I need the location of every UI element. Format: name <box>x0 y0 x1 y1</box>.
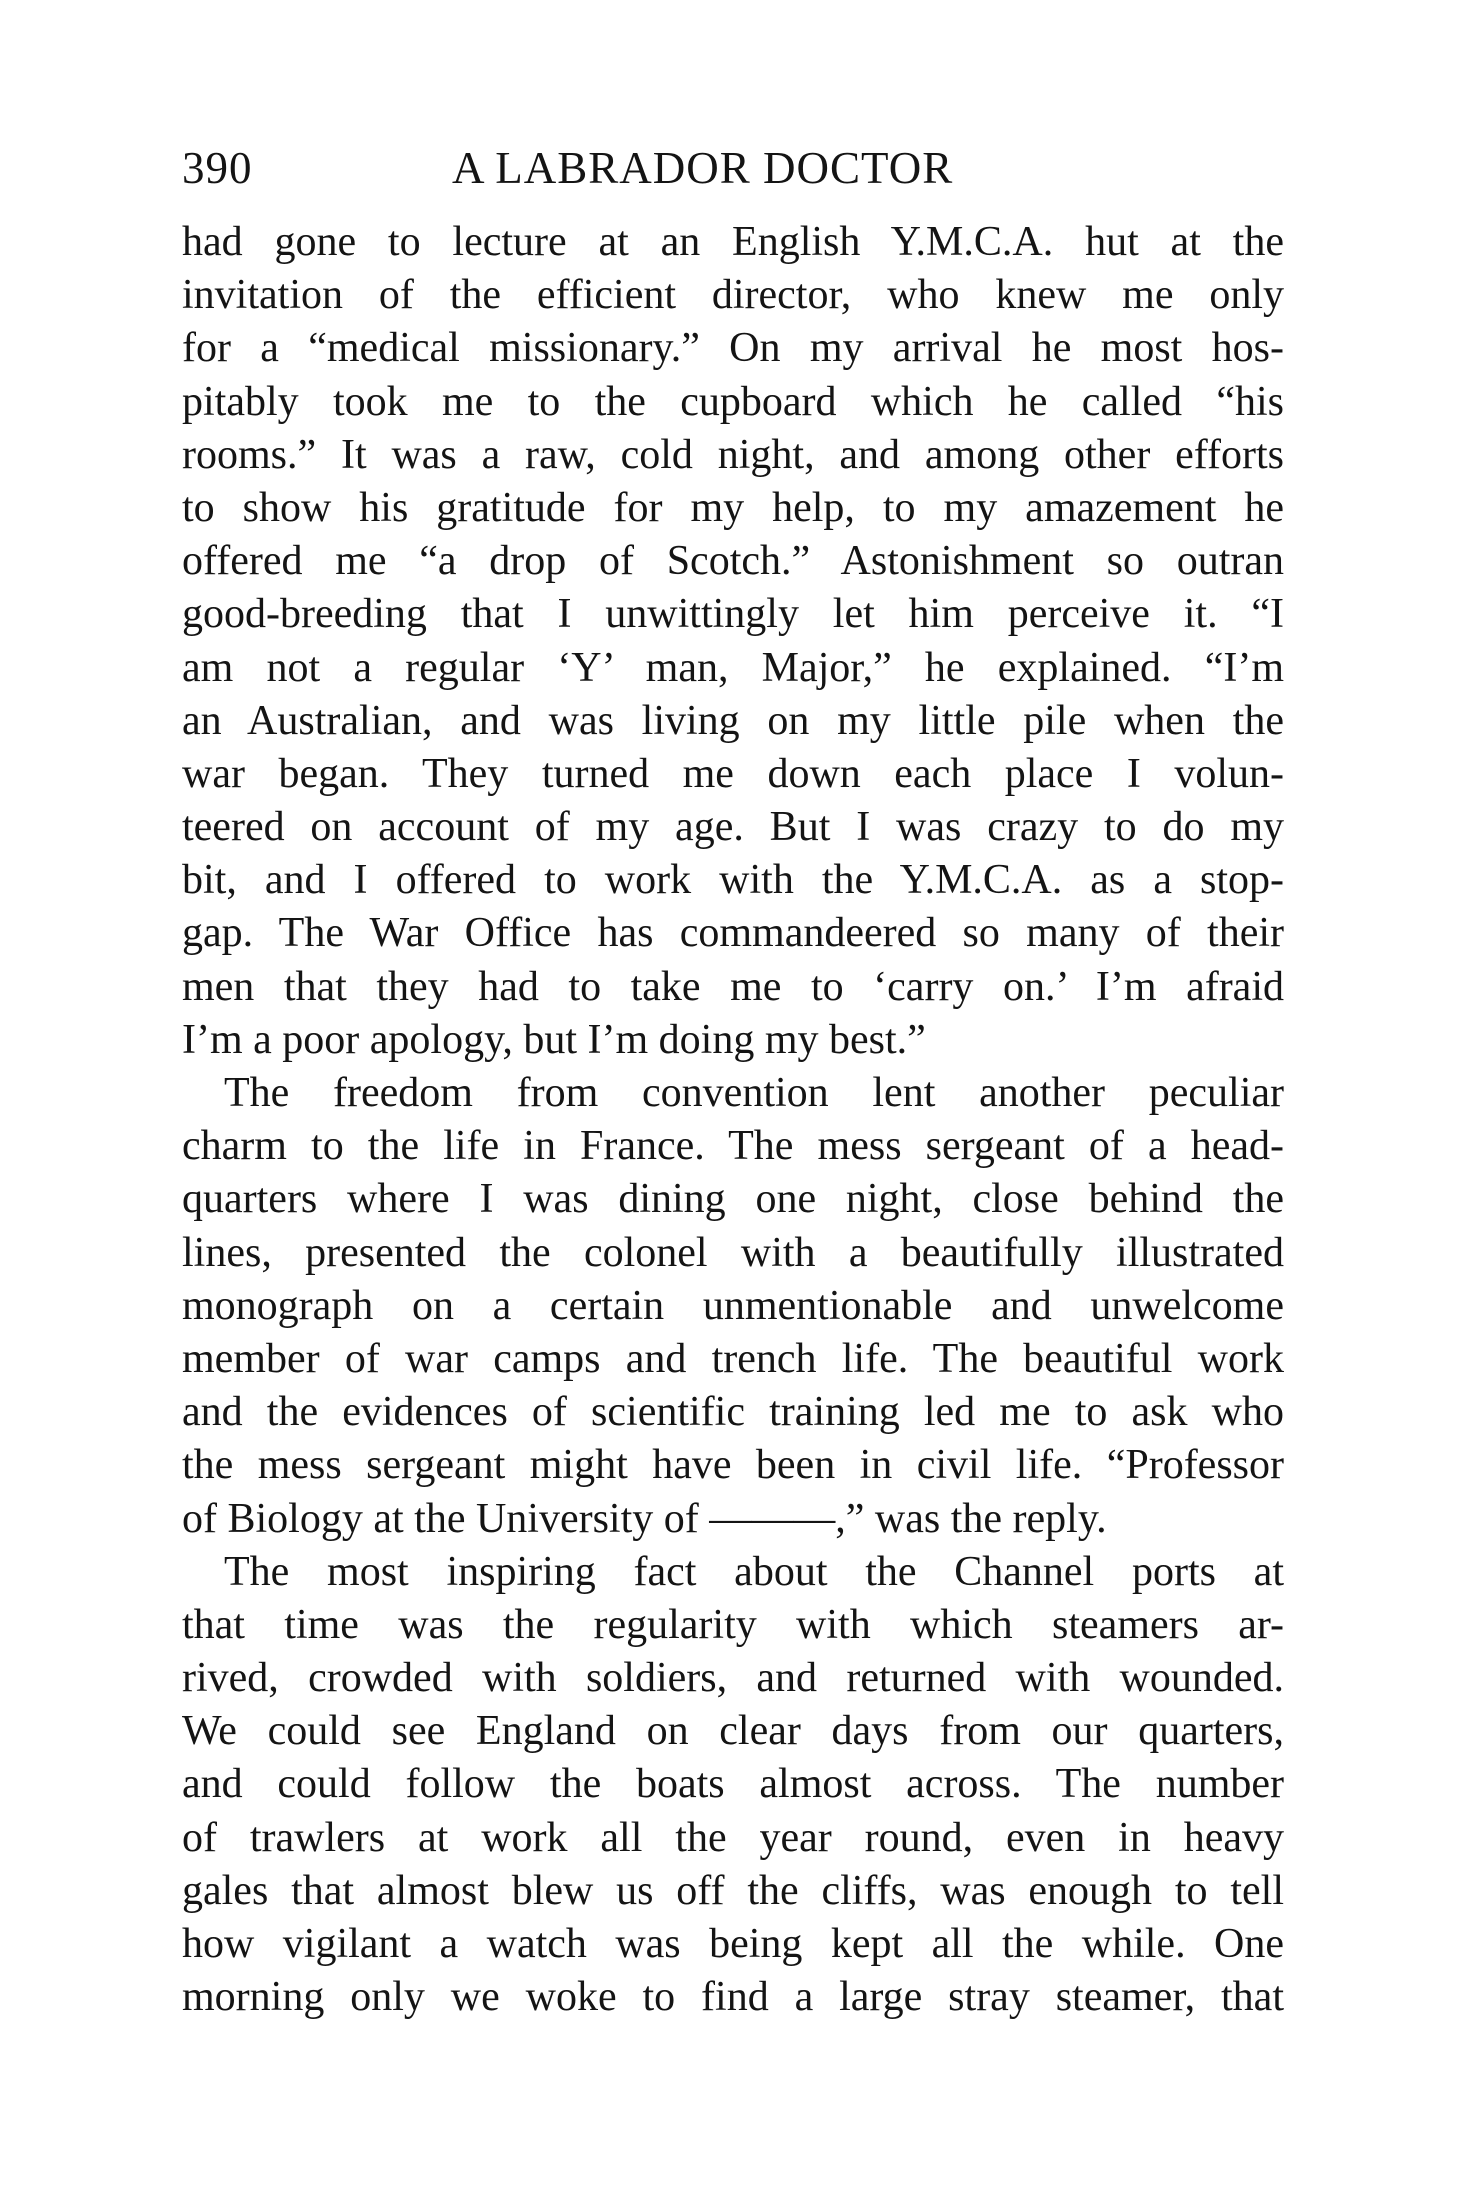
text-line: pitably took me to the cupboard which he called “his <box>182 378 1284 425</box>
text-line: good-breeding that I unwittingly let him perceive it. “I <box>182 591 1284 638</box>
page-number: 390 <box>182 143 253 193</box>
text-line: quarters where I was dining one night, close behind the <box>182 1176 1284 1223</box>
text-line: men that they had to take me to ‘carry on.’ I’m afraid <box>182 963 1284 1010</box>
paragraph <box>182 216 1284 1067</box>
text-line: and could follow the boats almost across. The number <box>182 1761 1284 1808</box>
text-line: morning only we woke to find a large stray steamer, that <box>182 1974 1284 2021</box>
text-line: lines, presented the colonel with a beautifully illustrated <box>182 1229 1284 1276</box>
text-line: had gone to lecture at an English Y.M.C.A. hut at the <box>182 219 1284 265</box>
text-line: invitation of the efficient director, who knew me only <box>182 272 1284 319</box>
text-line: that time was the regularity with which steamers ar- <box>182 1601 1284 1648</box>
text-line: The freedom from convention lent another peculiar <box>224 1070 1284 1116</box>
text-line: The most inspiring fact about the Channel ports at <box>224 1548 1284 1595</box>
text-line: am not a regular ‘Y’ man, Major,” he explained. “I’m <box>182 644 1284 691</box>
text-line: war began. They turned me down each place I volun- <box>182 750 1284 797</box>
text-line: rived, crowded with soldiers, and returned with wounded. <box>182 1655 1284 1702</box>
text-line: an Australian, and was living on my little pile when the <box>182 697 1284 744</box>
text-line: charm to the life in France. The mess sergeant of a head- <box>182 1123 1284 1170</box>
text-line: for a “medical missionary.” On my arrival he most hos- <box>182 325 1284 372</box>
paragraph <box>182 1546 1284 2025</box>
body-text <box>182 216 1284 2024</box>
text-line: how vigilant a watch was being kept all the while. One <box>182 1921 1284 1967</box>
page-header <box>182 138 1282 198</box>
text-line: rooms.” It was a raw, cold night, and among other efforts <box>182 431 1284 478</box>
text-line: We could see England on clear days from our quarters, <box>182 1708 1284 1755</box>
text-line: monograph on a certain unmentionable and unwelcome <box>182 1282 1284 1329</box>
text-line: of trawlers at work all the year round, even in heavy <box>182 1814 1284 1861</box>
text-line: of Biology at the University of ———,” was the reply. <box>182 1495 1107 1542</box>
paragraph <box>182 1067 1284 1546</box>
text-line: to show his gratitude for my help, to my amazement he <box>182 484 1284 531</box>
text-line: bit, and I offered to work with the Y.M.C.A. as a stop- <box>182 857 1284 904</box>
text-line: the mess sergeant might have been in civil life. “Professor <box>182 1442 1284 1489</box>
text-line: I’m a poor apology, but I’m doing my best.” <box>182 1016 926 1063</box>
text-line: gales that almost blew us off the cliffs, was enough to tell <box>182 1867 1284 1914</box>
text-line: gap. The War Office has commandeered so many of their <box>182 910 1284 957</box>
text-line: teered on account of my age. But I was crazy to do my <box>182 804 1284 851</box>
running-head: A LABRADOR DOCTOR <box>452 143 954 193</box>
text-line: offered me “a drop of Scotch.” Astonishment so outran <box>182 538 1284 585</box>
text-line: member of war camps and trench life. The beautiful work <box>182 1335 1284 1382</box>
text-line: and the evidences of scientific training led me to ask who <box>182 1389 1284 1436</box>
